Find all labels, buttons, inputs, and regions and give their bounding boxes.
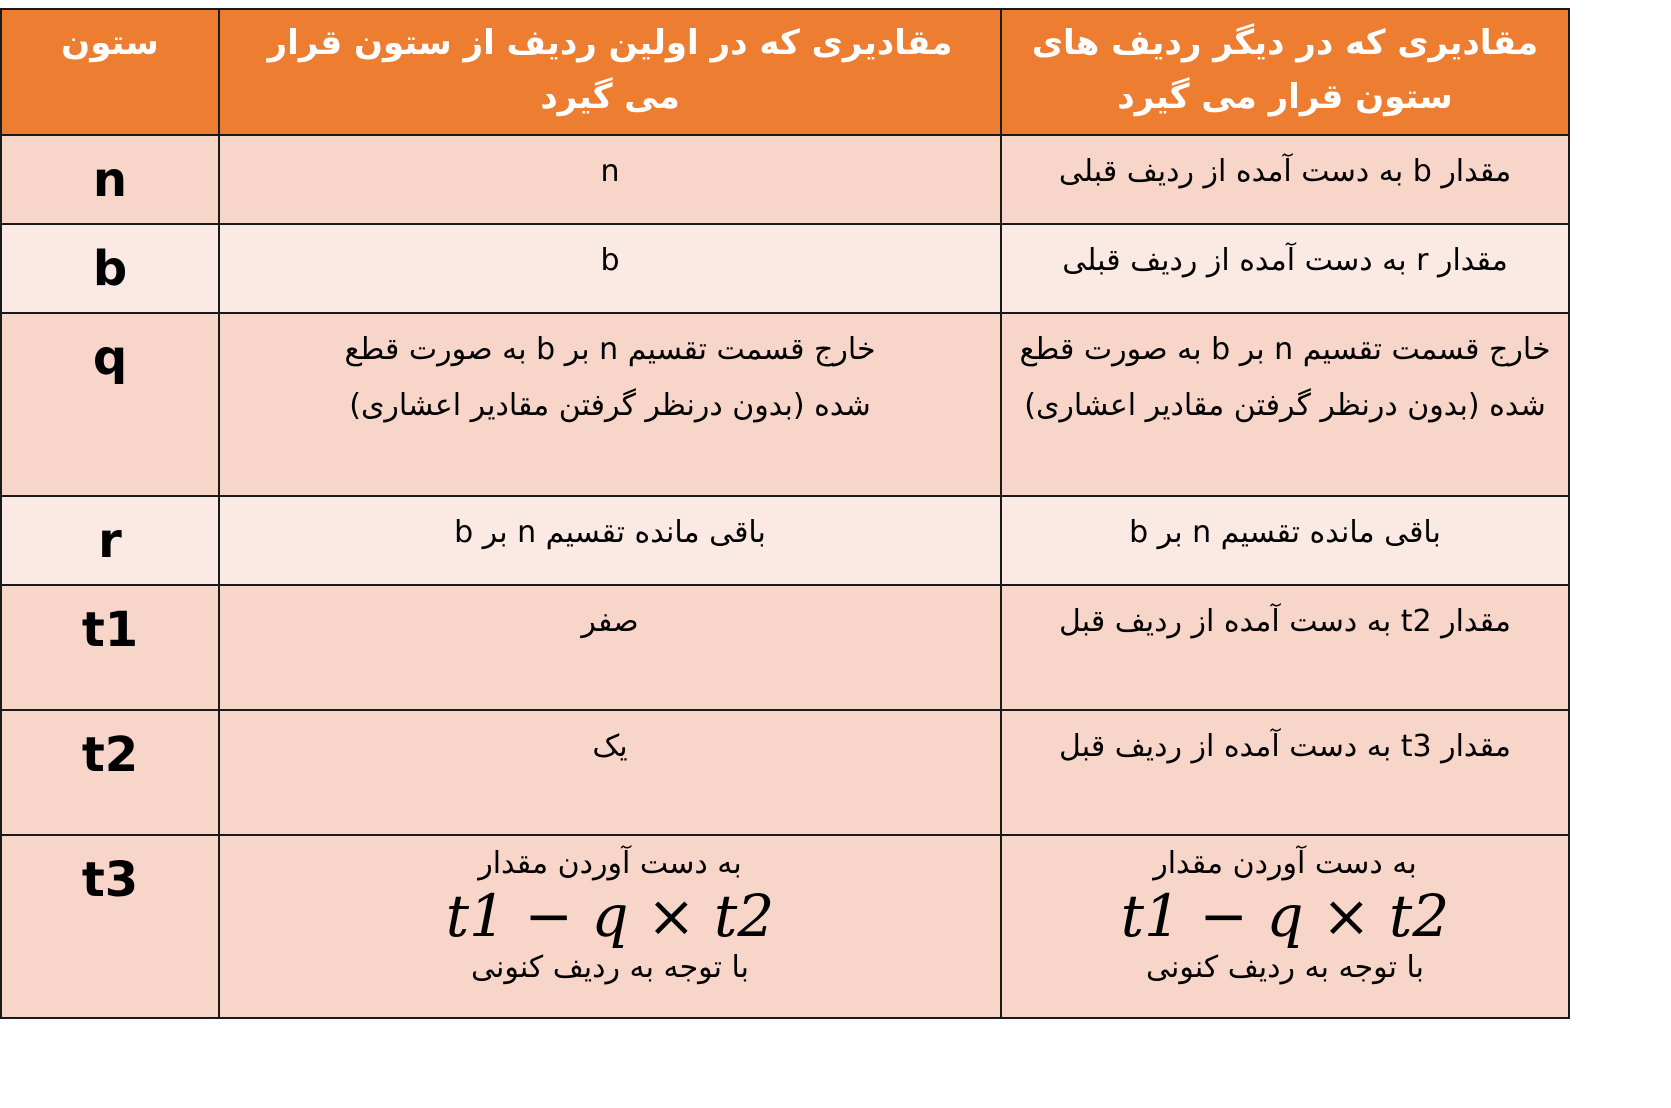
first-row-value: صفر	[219, 585, 1001, 710]
t3-first-formula: t1 − q × t2	[445, 882, 775, 950]
other-row-value: مقدار b به دست آمده از ردیف قبلی	[1001, 135, 1569, 224]
table-row-q	[1, 313, 1569, 496]
header-column-name: ستون	[1, 9, 219, 135]
other-row-value: مقدار t3 به دست آمده از ردیف قبل	[1001, 710, 1569, 835]
row-name: t1	[1, 585, 219, 710]
row-name: t2	[1, 710, 219, 835]
first-row-value: باقی مانده تقسیم n بر b	[219, 496, 1001, 585]
row-name: t3	[1, 835, 219, 1018]
table-row-b	[1, 224, 1569, 313]
first-row-value: n	[219, 135, 1001, 224]
t3-other-note: با توجه به ردیف کنونی	[1146, 950, 1424, 985]
extended-euclid-table	[0, 8, 1570, 1019]
row-name: r	[1, 496, 219, 585]
other-row-value: مقدار t2 به دست آمده از ردیف قبل	[1001, 585, 1569, 710]
t3-first-intro: به دست آوردن مقدار	[478, 846, 742, 881]
header-row	[1, 9, 1569, 135]
first-row-value: یک	[219, 710, 1001, 835]
row-name: b	[1, 224, 219, 313]
first-row-value-t3	[219, 835, 1001, 1018]
first-row-value: b	[219, 224, 1001, 313]
other-row-value: باقی مانده تقسیم n بر b	[1001, 496, 1569, 585]
t3-other-formula: t1 − q × t2	[1120, 882, 1450, 950]
t3-other-intro: به دست آوردن مقدار	[1153, 846, 1417, 881]
table-row-r	[1, 496, 1569, 585]
table-row-t2	[1, 710, 1569, 835]
other-row-value: مقدار r به دست آمده از ردیف قبلی	[1001, 224, 1569, 313]
table-row-n	[1, 135, 1569, 224]
other-row-value: خارج قسمت تقسیم n بر b به صورت قطع شده (بدون درنظر گرفتن مقادیر اعشاری)	[1001, 313, 1569, 496]
t3-first-note: با توجه به ردیف کنونی	[471, 950, 749, 985]
first-row-value: خارج قسمت تقسیم n بر b به صورت قطع شده (بدون درنظر گرفتن مقادیر اعشاری)	[219, 313, 1001, 496]
header-first-row-values: مقادیری که در اولین ردیف از ستون قرار می گیرد	[219, 9, 1001, 135]
other-row-value-t3	[1001, 835, 1569, 1018]
row-name: q	[1, 313, 219, 496]
table-row-t1	[1, 585, 1569, 710]
extended-euclid-table-container	[0, 8, 1568, 1019]
header-other-row-values: مقادیری که در دیگر ردیف های ستون قرار می گیرد	[1001, 9, 1569, 135]
row-name: n	[1, 135, 219, 224]
table-row-t3	[1, 835, 1569, 1018]
